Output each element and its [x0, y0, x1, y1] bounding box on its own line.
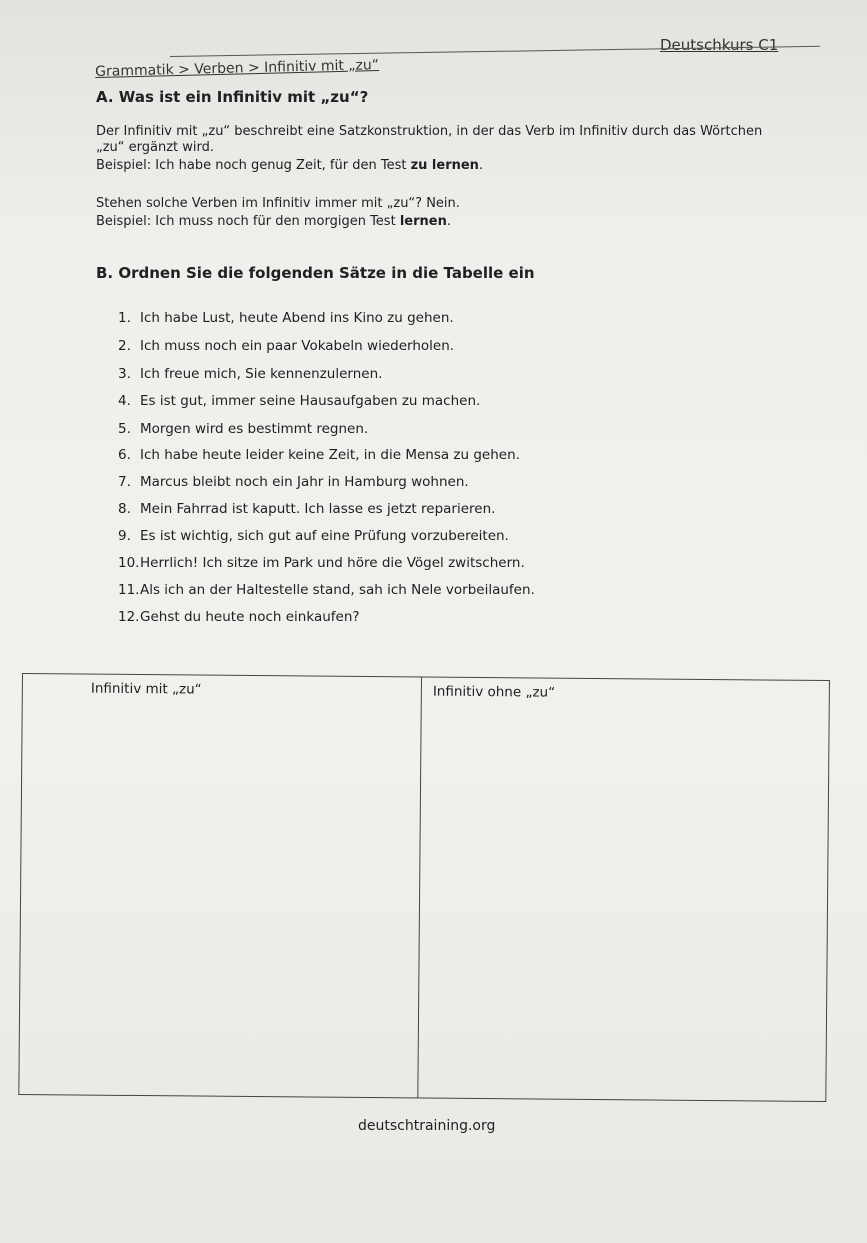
item-number: 9.	[118, 528, 131, 544]
item-number: 1.	[118, 310, 131, 326]
item-number: 7.	[118, 474, 131, 490]
item-text: Marcus bleibt noch ein Jahr in Hamburg wohnen.	[140, 474, 469, 490]
example-1-end: .	[478, 158, 484, 173]
item-number: 5.	[118, 421, 131, 437]
item-number: 6.	[118, 447, 131, 463]
item-number: 12.	[118, 609, 140, 625]
example-2-end: .	[446, 214, 451, 229]
item-text: Ich habe Lust, heute Abend ins Kino zu gehen.	[140, 310, 454, 326]
item-text: Morgen wird es bestimmt regnen.	[140, 421, 369, 437]
item-text: Es ist gut, immer seine Hausaufgaben zu machen.	[140, 393, 481, 409]
item-number: 2.	[118, 338, 131, 354]
list-item	[118, 582, 535, 598]
list-item	[118, 474, 469, 490]
column-divider	[417, 677, 422, 1097]
footer-source: deutschtraining.org	[358, 1118, 496, 1134]
section-a-title: A. Was ist ein Infinitiv mit „zu“?	[96, 88, 369, 106]
list-item	[118, 310, 454, 326]
list-item	[118, 555, 525, 571]
definition-line-2: „zu“ ergänzt wird.	[96, 140, 215, 155]
list-item	[118, 447, 520, 463]
list-item	[118, 501, 495, 517]
list-item	[118, 366, 382, 382]
item-number: 10.	[118, 555, 140, 571]
list-item	[118, 528, 509, 544]
item-number: 4.	[118, 393, 131, 409]
item-number: 3.	[118, 366, 131, 382]
list-item	[118, 393, 480, 409]
item-text: Mein Fahrrad ist kaputt. Ich lasse es jetzt reparieren.	[140, 501, 496, 517]
breadcrumb: Grammatik > Verben > Infinitiv mit „zu“	[95, 57, 380, 80]
example-1	[96, 158, 483, 174]
example-2-text: Beispiel: Ich muss noch für den morgigen Test	[96, 214, 400, 229]
example-2	[96, 214, 451, 230]
item-text: Als ich an der Haltestelle stand, sah ich Nele vorbeilaufen.	[140, 582, 535, 598]
column-header-without-zu: Infinitiv ohne „zu“	[432, 683, 556, 701]
definition-line-1: Der Infinitiv mit „zu“ beschreibt eine Satzkonstruktion, in der das Verb im Infinitiv durch das Wörtchen	[96, 124, 763, 139]
list-item	[118, 338, 454, 354]
item-number: 11.	[118, 582, 140, 598]
list-item	[118, 421, 368, 437]
item-text: Gehst du heute noch einkaufen?	[140, 609, 360, 625]
item-text: Ich habe heute leider keine Zeit, in die Mensa zu gehen.	[140, 447, 520, 463]
item-text: Es ist wichtig, sich gut auf eine Prüfung vorzubereiten.	[140, 528, 509, 544]
sorting-table	[18, 673, 830, 1102]
course-label: Deutschkurs C1	[660, 36, 779, 54]
example-1-text: Beispiel: Ich habe noch genug Zeit, für den Test	[96, 158, 411, 173]
example-1-emphasis: zu lernen	[410, 158, 479, 173]
list-item	[118, 609, 360, 625]
column-header-with-zu: Infinitiv mit „zu“	[90, 680, 202, 698]
item-number: 8.	[118, 501, 131, 517]
question-line: Stehen solche Verben im Infinitiv immer mit „zu“? Nein.	[96, 196, 460, 211]
item-text: Ich muss noch ein paar Vokabeln wiederholen.	[140, 338, 455, 354]
section-b-title: B. Ordnen Sie die folgenden Sätze in die Tabelle ein	[96, 264, 535, 282]
item-text: Herrlich! Ich sitze im Park und höre die Vögel zwitschern.	[140, 555, 525, 571]
item-text: Ich freue mich, Sie kennenzulernen.	[140, 366, 383, 382]
example-2-emphasis: lernen	[399, 214, 447, 229]
